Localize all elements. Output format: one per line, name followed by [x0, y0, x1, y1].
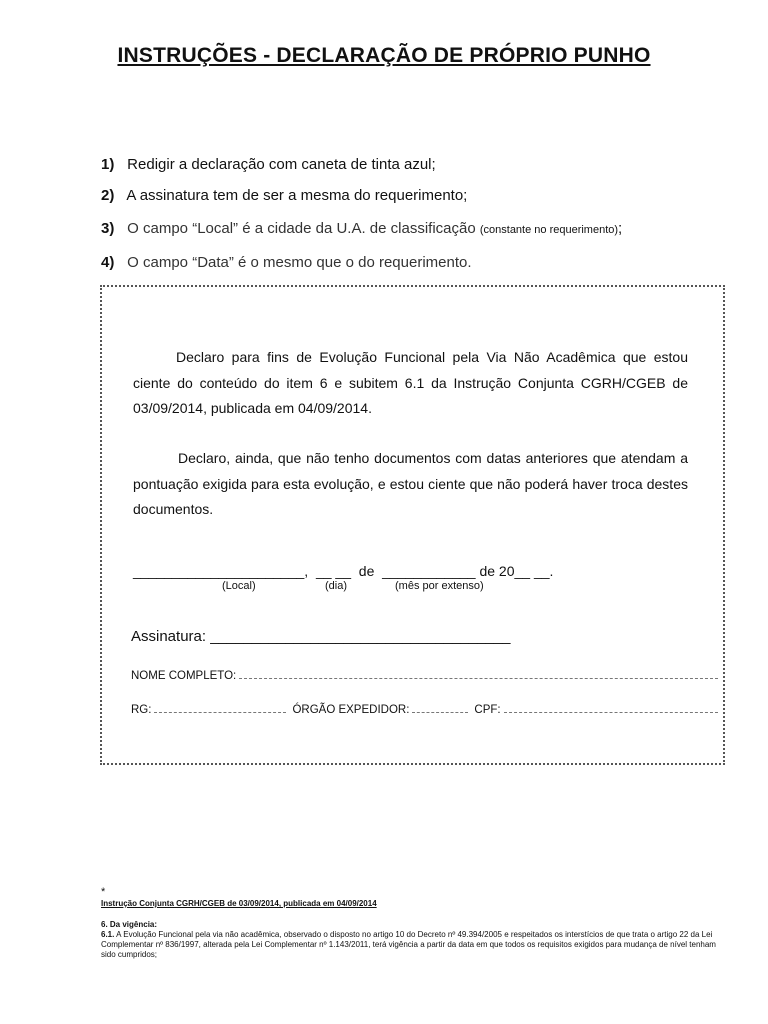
instruction-item — [101, 220, 622, 237]
rg-field[interactable] — [154, 702, 286, 713]
instruction-number: 2) — [101, 187, 115, 204]
orgao-field[interactable] — [412, 702, 468, 713]
instruction-end: ; — [618, 220, 623, 237]
full-name-label: NOME COMPLETO: — [131, 670, 237, 682]
cpf-field[interactable] — [504, 702, 718, 713]
declaration-paragraph: Declaro para fins de Evolução Funcional pela Via Não Acadêmica que estou ciente do conteúdo do item 6 e subitem 6.1 da Instrução Conjunta CGRH/CGEB de 03/09/2014, publicada em 04/09/2014. — [133, 349, 688, 416]
month-label: (mês por extenso) — [395, 580, 484, 592]
instruction-item — [101, 156, 436, 173]
declaration-paragraph: Declaro, ainda, que não tenho documentos com datas anteriores que atendam a pontuação exigida para esta evolução, e estou ciente que não poderá haver troca destes documentos. — [133, 450, 688, 517]
instruction-item — [101, 187, 467, 204]
local-label: (Local) — [222, 580, 256, 592]
instruction-text: A assinatura tem de ser a mesma do requerimento; — [126, 187, 468, 204]
date-line[interactable]: ______________________, __ __ de ____________ de 20__ __. — [133, 563, 554, 579]
instruction-text: O campo “Local” é a cidade da U.A. de classificação — [127, 220, 476, 237]
day-label: (dia) — [325, 580, 348, 592]
footnote-body — [101, 930, 726, 960]
orgao-label: ÓRGÃO EXPEDIDOR: — [292, 704, 410, 716]
instruction-number: 3) — [101, 220, 115, 237]
document-title: INSTRUÇÕES - DECLARAÇÃO DE PRÓPRIO PUNHO — [117, 44, 651, 67]
rg-label: RG: — [131, 704, 152, 716]
full-name-field[interactable] — [239, 668, 718, 679]
footnote-heading: 6. Da vigência: — [101, 920, 158, 929]
footnote-body-text: A Evolução Funcional pela via não acadêmica, observado o disposto no artigo 10 do Decreto nº 49.394/2005 e respeitados os interstícios de que trata o artigo 22 da Lei Complementar nº 836/1997, alterada pela Lei Complementar nº 1.143/2011, terá vigência a partir da data em que todos os requisitos exigidos para mudança de nível tenham sido cumpridos; — [101, 930, 716, 959]
instruction-number: 1) — [101, 156, 115, 173]
instruction-text: Redigir a declaração com caneta de tinta azul; — [127, 156, 436, 173]
documents-row — [131, 702, 718, 716]
footnote-reference: Instrução Conjunta CGRH/CGEB de 03/09/2014, publicada em 04/09/2014 — [101, 899, 377, 908]
footnote-marker: * — [101, 886, 106, 898]
cpf-label: CPF: — [474, 704, 501, 716]
instruction-note: (constante no requerimento) — [479, 224, 619, 236]
full-name-row — [131, 668, 718, 682]
signature-line[interactable]: Assinatura: ____________________________________ — [131, 628, 511, 645]
instruction-item — [101, 254, 472, 271]
instruction-text: O campo “Data” é o mesmo que o do requerimento. — [127, 254, 472, 271]
instruction-number: 4) — [101, 254, 115, 271]
footnote-body-number: 6.1. — [101, 930, 115, 939]
